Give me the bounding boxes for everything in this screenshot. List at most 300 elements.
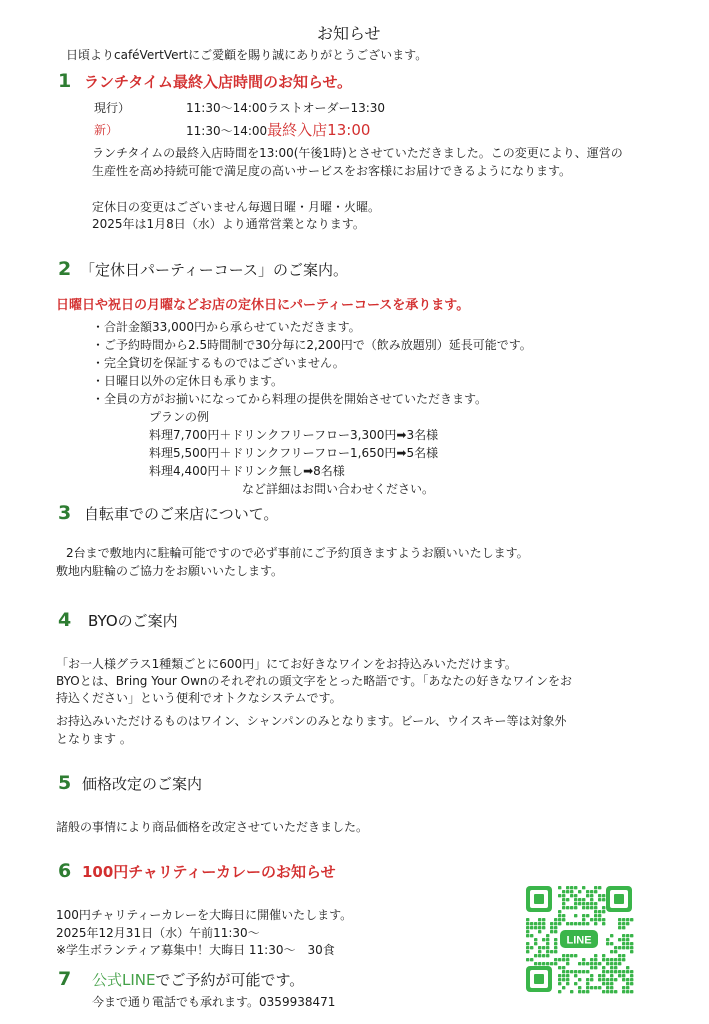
qr-module	[542, 946, 545, 949]
qr-module	[558, 966, 561, 969]
qr-module	[590, 894, 593, 897]
qr-module	[534, 922, 537, 925]
qr-module	[618, 974, 621, 977]
current-hours-value: 11:30～14:00ラストオーダー13:30	[186, 101, 386, 115]
intro-text: 日頃よりcaféVertVertにご愛顧を賜り誠にありがとうございます。	[66, 48, 428, 62]
qr-module	[602, 954, 605, 957]
qr-module	[590, 918, 593, 921]
qr-module	[602, 978, 605, 981]
qr-module	[590, 902, 593, 905]
qr-module	[566, 922, 569, 925]
qr-module	[562, 914, 565, 917]
qr-module	[606, 942, 609, 945]
byo-line-5: となります 。	[56, 732, 132, 746]
qr-module	[598, 898, 601, 901]
price-revision-line: 諸般の事情により商品価格を改定させていただきました。	[56, 820, 369, 834]
section-1-heading: ランチタイム最終入店時間のお知らせ。	[84, 73, 353, 91]
qr-module	[558, 886, 561, 889]
qr-module	[550, 930, 553, 933]
qr-module	[610, 962, 613, 965]
qr-module	[622, 946, 625, 949]
qr-module	[630, 974, 633, 977]
qr-module	[602, 906, 605, 909]
section-2-heading: 「定休日パーティーコース」のご案内。	[80, 261, 349, 279]
qr-module	[574, 922, 577, 925]
qr-module	[618, 970, 621, 973]
qr-module	[630, 942, 633, 945]
qr-module	[546, 954, 549, 957]
qr-module	[610, 970, 613, 973]
qr-module	[578, 922, 581, 925]
bicycle-line-2: 敷地内駐輪のご協力をお願いいたします。	[56, 564, 284, 578]
qr-module	[566, 886, 569, 889]
qr-module	[582, 918, 585, 921]
qr-module	[526, 958, 529, 961]
qr-module	[594, 890, 597, 893]
qr-module	[626, 986, 629, 989]
qr-module	[618, 918, 621, 921]
section-3-heading: 自転車でのご来店について。	[84, 505, 279, 523]
qr-module	[542, 954, 545, 957]
qr-module	[558, 978, 561, 981]
qr-module	[626, 982, 629, 985]
qr-module	[602, 982, 605, 985]
qr-module	[530, 922, 533, 925]
qr-module	[574, 982, 577, 985]
qr-module	[606, 958, 609, 961]
official-line-link[interactable]: 公式LINE	[92, 971, 156, 989]
qr-module	[590, 978, 593, 981]
party-inquiry: など詳細はお問い合わせください。	[242, 482, 435, 496]
qr-finder-bottom-left	[526, 966, 552, 992]
qr-module	[622, 926, 625, 929]
section-1-paragraph-line-2: 生産性を高め持続可能で満足度の高いサービスをお客様にお届けできるようになります。	[92, 164, 572, 178]
qr-module	[526, 946, 529, 949]
qr-module	[570, 954, 573, 957]
qr-module	[578, 978, 581, 981]
qr-module	[622, 986, 625, 989]
qr-module	[570, 922, 573, 925]
new-hours-value	[186, 122, 370, 139]
byo-line-3: 持込ください」という便利でオトクなシステムです。	[56, 691, 342, 705]
qr-module	[578, 902, 581, 905]
qr-module	[630, 950, 633, 953]
line-qr-code-icon[interactable]	[524, 884, 634, 994]
qr-module	[618, 926, 621, 929]
qr-module	[546, 946, 549, 949]
qr-module	[582, 886, 585, 889]
new-last-entry: 最終入店13:00	[267, 121, 371, 139]
qr-module	[530, 934, 533, 937]
qr-module	[590, 962, 593, 965]
qr-module	[598, 914, 601, 917]
qr-module	[622, 974, 625, 977]
plan-example-2: 料理5,500円＋ドリンクフリーフロー1,650円➡5名様	[149, 446, 439, 460]
qr-module	[578, 986, 581, 989]
qr-module	[626, 946, 629, 949]
qr-module	[566, 898, 569, 901]
qr-module	[594, 886, 597, 889]
qr-module	[594, 910, 597, 913]
line-logo-badge	[558, 928, 600, 950]
qr-module	[562, 894, 565, 897]
qr-module	[526, 950, 529, 953]
qr-module	[598, 910, 601, 913]
qr-module	[578, 970, 581, 973]
section-3-number: 3	[58, 502, 72, 524]
qr-module	[582, 906, 585, 909]
qr-module	[554, 962, 557, 965]
qr-module	[582, 970, 585, 973]
qr-module	[586, 906, 589, 909]
qr-module	[558, 914, 561, 917]
qr-module	[562, 958, 565, 961]
qr-module	[538, 918, 541, 921]
qr-module	[554, 918, 557, 921]
qr-module	[594, 986, 597, 989]
qr-module	[542, 938, 545, 941]
section-4-heading: BYOのご案内	[88, 612, 178, 630]
qr-module	[606, 938, 609, 941]
qr-module	[626, 922, 629, 925]
qr-module	[530, 958, 533, 961]
qr-module	[602, 898, 605, 901]
qr-module	[550, 950, 553, 953]
qr-module	[570, 970, 573, 973]
qr-module	[626, 918, 629, 921]
qr-module	[610, 986, 613, 989]
qr-finder-top-right	[606, 886, 632, 912]
qr-module	[614, 990, 617, 993]
qr-module	[586, 978, 589, 981]
qr-module	[566, 954, 569, 957]
section-6-heading: 100円チャリティーカレーのお知らせ	[82, 863, 336, 881]
qr-module	[558, 974, 561, 977]
qr-module	[574, 954, 577, 957]
qr-module	[550, 922, 553, 925]
qr-module	[554, 938, 557, 941]
new-hours-label: 新）	[94, 123, 119, 137]
qr-module	[598, 986, 601, 989]
qr-module	[542, 922, 545, 925]
qr-module	[578, 990, 581, 993]
qr-module	[542, 962, 545, 965]
qr-module	[630, 970, 633, 973]
qr-module	[558, 922, 561, 925]
qr-module	[626, 938, 629, 941]
qr-module	[558, 910, 561, 913]
plan-example-1: 料理7,700円＋ドリンクフリーフロー3,300円➡3名様	[149, 428, 439, 442]
qr-module	[598, 962, 601, 965]
section-6-number: 6	[58, 860, 72, 882]
qr-module	[562, 954, 565, 957]
qr-module	[586, 914, 589, 917]
plan-example-3: 料理4,400円＋ドリンク無し➡8名様	[149, 464, 345, 478]
qr-module	[590, 986, 593, 989]
qr-module	[542, 926, 545, 929]
qr-module	[610, 966, 613, 969]
qr-module	[602, 958, 605, 961]
section-7-heading	[92, 969, 304, 991]
qr-module	[582, 962, 585, 965]
qr-module	[626, 970, 629, 973]
qr-module	[554, 946, 557, 949]
qr-module	[570, 886, 573, 889]
qr-module	[558, 982, 561, 985]
new-hours-time: 11:30～14:00	[186, 124, 268, 138]
qr-module	[538, 946, 541, 949]
qr-module	[606, 970, 609, 973]
qr-module	[562, 978, 565, 981]
qr-module	[594, 918, 597, 921]
qr-module	[602, 894, 605, 897]
charity-line-1: 100円チャリティーカレーを大晦日に開催いたします。	[56, 908, 353, 922]
qr-module	[574, 974, 577, 977]
party-bullet-4: ・日曜日以外の定休日も承ります。	[92, 374, 284, 388]
section-7-number: 7	[58, 968, 72, 990]
qr-module	[598, 918, 601, 921]
qr-module	[526, 922, 529, 925]
qr-module	[614, 946, 617, 949]
qr-module	[618, 954, 621, 957]
qr-module	[562, 970, 565, 973]
qr-module	[594, 966, 597, 969]
qr-module	[622, 934, 625, 937]
section-1-paragraph-line-1: ランチタイムの最終入店時間を13:00(午後1時)とさせていただきました。この変更により、運営の	[92, 146, 623, 160]
line-logo-text: LINE	[566, 934, 592, 947]
qr-module	[622, 990, 625, 993]
party-bullet-5: ・全員の方がお揃いになってから料理の提供を開始させていただきます。	[92, 392, 488, 406]
byo-line-4: お持込みいただけるものはワイン、シャンパンのみとなります。ビール、ウイスキー等は対象外	[56, 714, 567, 728]
qr-module	[542, 918, 545, 921]
qr-module	[586, 970, 589, 973]
qr-module	[538, 954, 541, 957]
qr-module	[574, 914, 577, 917]
qr-module	[546, 934, 549, 937]
qr-module	[614, 962, 617, 965]
qr-module	[594, 954, 597, 957]
qr-module	[610, 942, 613, 945]
qr-module	[602, 910, 605, 913]
qr-module	[554, 942, 557, 945]
qr-module	[610, 950, 613, 953]
qr-module	[546, 950, 549, 953]
qr-module	[554, 958, 557, 961]
qr-module	[562, 918, 565, 921]
qr-module	[602, 974, 605, 977]
section-5-heading: 価格改定のご案内	[82, 775, 203, 793]
party-bullet-2: ・ご予約時間から2.5時間制で30分毎に2,200円で（飲み放題別）延長可能です。	[92, 338, 532, 352]
qr-module	[606, 978, 609, 981]
qr-module	[630, 946, 633, 949]
qr-module	[554, 922, 557, 925]
qr-module	[610, 990, 613, 993]
qr-module	[590, 898, 593, 901]
qr-module	[618, 938, 621, 941]
qr-module	[626, 978, 629, 981]
qr-module	[586, 890, 589, 893]
qr-module	[618, 946, 621, 949]
qr-module	[534, 954, 537, 957]
qr-module	[530, 946, 533, 949]
qr-module	[610, 982, 613, 985]
qr-module	[630, 990, 633, 993]
charity-line-3: ※学生ボランティア募集中！大晦日 11:30～ 30食	[56, 943, 335, 957]
qr-module	[610, 934, 613, 937]
qr-module	[590, 906, 593, 909]
qr-module	[566, 974, 569, 977]
qr-module	[558, 990, 561, 993]
qr-module	[566, 978, 569, 981]
qr-module	[562, 986, 565, 989]
qr-module	[554, 926, 557, 929]
plan-example-label: プランの例	[149, 410, 210, 424]
qr-module	[538, 930, 541, 933]
qr-module	[562, 906, 565, 909]
qr-module	[526, 934, 529, 937]
qr-module	[594, 914, 597, 917]
qr-module	[570, 890, 573, 893]
qr-module	[626, 934, 629, 937]
qr-module	[622, 978, 625, 981]
page-title: お知らせ	[317, 24, 381, 43]
qr-module	[578, 962, 581, 965]
qr-module	[590, 966, 593, 969]
qr-module	[590, 974, 593, 977]
qr-module	[566, 970, 569, 973]
qr-module	[586, 902, 589, 905]
qr-module	[626, 990, 629, 993]
reopen-date-line: 2025年は1月8日（水）より通常営業となります。	[92, 217, 365, 231]
section-5-number: 5	[58, 772, 72, 794]
qr-module	[562, 902, 565, 905]
qr-module	[578, 898, 581, 901]
qr-module	[534, 926, 537, 929]
qr-finder-top-left	[526, 886, 552, 912]
qr-module	[630, 978, 633, 981]
qr-module	[566, 962, 569, 965]
qr-module	[554, 930, 557, 933]
qr-module	[606, 990, 609, 993]
qr-module	[594, 962, 597, 965]
qr-module	[622, 922, 625, 925]
qr-module	[598, 886, 601, 889]
qr-module	[614, 950, 617, 953]
qr-module	[566, 890, 569, 893]
qr-module	[630, 934, 633, 937]
qr-module	[582, 922, 585, 925]
party-course-lead: 日曜日や祝日の月曜などお店の定休日にパーティーコースを承ります。	[56, 298, 470, 313]
qr-module	[614, 970, 617, 973]
section-1-number: 1	[58, 70, 72, 92]
qr-module	[574, 906, 577, 909]
section-4-number: 4	[58, 609, 72, 631]
qr-module	[562, 890, 565, 893]
charity-line-2: 2025年12月31日（水）午前11:30～	[56, 926, 260, 940]
qr-module	[534, 962, 537, 965]
qr-module	[582, 958, 585, 961]
qr-module	[606, 986, 609, 989]
qr-module	[618, 922, 621, 925]
qr-module	[546, 962, 549, 965]
qr-module	[530, 926, 533, 929]
qr-module	[574, 970, 577, 973]
qr-module	[626, 942, 629, 945]
qr-module	[586, 986, 589, 989]
qr-module	[622, 918, 625, 921]
qr-module	[538, 962, 541, 965]
qr-module	[538, 922, 541, 925]
qr-module	[618, 958, 621, 961]
qr-module	[570, 906, 573, 909]
qr-module	[566, 958, 569, 961]
qr-module	[594, 906, 597, 909]
qr-module	[582, 898, 585, 901]
byo-line-2: BYOとは、Bring Your Ownのそれぞれの頭文字をとった略語です。「あなたの好きなワインをお	[56, 674, 572, 688]
qr-module	[582, 902, 585, 905]
qr-module	[546, 938, 549, 941]
qr-module	[562, 898, 565, 901]
qr-module	[550, 926, 553, 929]
qr-module	[526, 918, 529, 921]
qr-module	[586, 922, 589, 925]
qr-module	[614, 966, 617, 969]
qr-module	[602, 990, 605, 993]
qr-module	[566, 982, 569, 985]
qr-module	[594, 902, 597, 905]
qr-module	[594, 958, 597, 961]
byo-line-1: 「お一人様グラス1種類ごとに600円」にてお好きなワインをお持込みいただけます。	[56, 657, 517, 671]
qr-module	[582, 990, 585, 993]
qr-module	[558, 918, 561, 921]
qr-module	[602, 918, 605, 921]
bicycle-line-1: 2台まで敷地内に駐輪可能ですので必ず事前にご予約頂きますようお願いいたします。	[66, 546, 529, 560]
qr-module	[538, 926, 541, 929]
qr-module	[610, 974, 613, 977]
qr-module	[598, 894, 601, 897]
qr-module	[610, 978, 613, 981]
qr-module	[630, 918, 633, 921]
qr-module	[546, 942, 549, 945]
qr-module	[566, 906, 569, 909]
qr-module	[610, 958, 613, 961]
qr-module	[602, 970, 605, 973]
qr-module	[574, 898, 577, 901]
qr-module	[626, 966, 629, 969]
qr-module	[558, 958, 561, 961]
phone-reservation-line: 今まで通り電話でも承れます。0359938471	[92, 995, 336, 1009]
qr-module	[586, 982, 589, 985]
qr-module	[578, 890, 581, 893]
qr-module	[574, 886, 577, 889]
qr-module	[622, 938, 625, 941]
qr-module	[550, 962, 553, 965]
qr-module	[594, 922, 597, 925]
qr-module	[606, 982, 609, 985]
party-bullet-3: ・完全貸切を保証するものではございません。	[92, 356, 345, 370]
qr-module	[618, 962, 621, 965]
qr-module	[586, 894, 589, 897]
qr-module	[590, 958, 593, 961]
qr-module	[526, 942, 529, 945]
qr-module	[574, 902, 577, 905]
party-bullet-1: ・合計金額33,000円から承らせていただきます。	[92, 320, 361, 334]
closed-days-line: 定休日の変更はございません毎週日曜・月曜・火曜。	[92, 200, 381, 214]
qr-module	[622, 942, 625, 945]
qr-module	[534, 942, 537, 945]
qr-module	[558, 894, 561, 897]
qr-module	[606, 962, 609, 965]
